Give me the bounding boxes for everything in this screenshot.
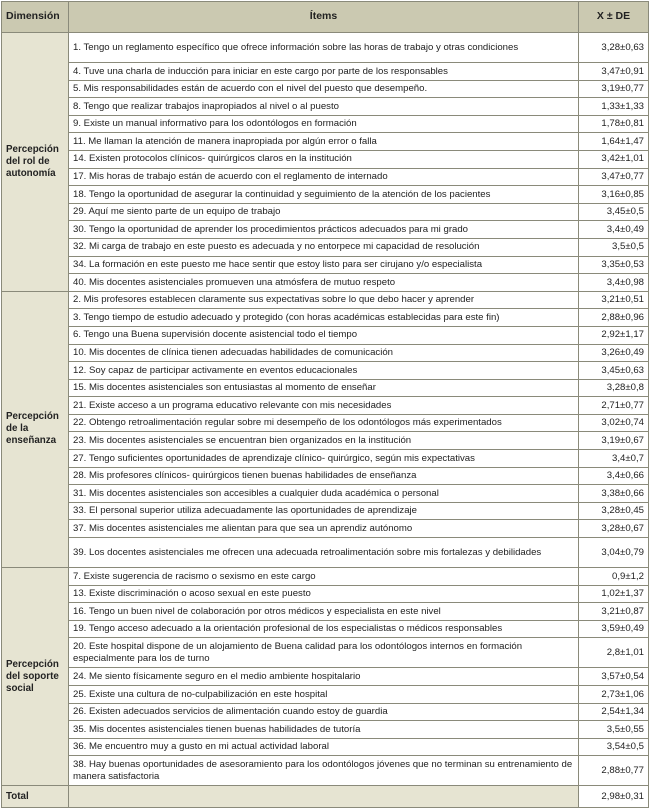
- table-row: [2, 133, 649, 151]
- item-value: 2,54±1,34: [579, 703, 649, 721]
- table-row: [2, 703, 649, 721]
- item-value: 3,04±0,79: [579, 538, 649, 568]
- item-text: 13. Existe discriminación o acoso sexual en este puesto: [69, 585, 579, 603]
- table-row: [2, 414, 649, 432]
- item-text: 34. La formación en este puesto me hace sentir que estoy listo para ser cirujano y/o especialista: [69, 256, 579, 274]
- item-text: 11. Me llaman la atención de manera inapropiada por algún error o falla: [69, 133, 579, 151]
- header-row: [2, 2, 649, 33]
- item-value: 3,28±0,63: [579, 33, 649, 63]
- item-value: 3,19±0,77: [579, 80, 649, 98]
- item-text: 38. Hay buenas oportunidades de asesoramiento para los odontólogos jóvenes que no terminan su entrenamiento de manera satisfactoria: [69, 756, 579, 786]
- item-text: 25. Existe una cultura de no-culpabilización en este hospital: [69, 686, 579, 704]
- header-dimension: Dimensión: [2, 2, 69, 33]
- item-text: 39. Los docentes asistenciales me ofrecen una adecuada retroalimentación sobre mis fortalezas y debilidades: [69, 538, 579, 568]
- table-row: [2, 203, 649, 221]
- item-text: 24. Me siento físicamente seguro en el medio ambiente hospitalario: [69, 668, 579, 686]
- item-text: 20. Este hospital dispone de un alojamiento de Buena calidad para los odontólogos internos en formación especialmente para los de turno: [69, 638, 579, 668]
- item-text: 23. Mis docentes asistenciales se encuentran bien organizados en la institución: [69, 432, 579, 450]
- item-text: 29. Aquí me siento parte de un equipo de trabajo: [69, 203, 579, 221]
- header-items: Ítems: [69, 2, 579, 33]
- item-text: 40. Mis docentes asistenciales promueven una atmósfera de mutuo respeto: [69, 274, 579, 292]
- item-value: 3,28±0,67: [579, 520, 649, 538]
- table-row: [2, 432, 649, 450]
- item-text: 6. Tengo una Buena supervisión docente asistencial todo el tiempo: [69, 326, 579, 344]
- table-row: [2, 221, 649, 239]
- table-row: [2, 344, 649, 362]
- table-row: [2, 502, 649, 520]
- table-row: [2, 585, 649, 603]
- survey-results-table: [1, 1, 649, 808]
- item-text: 3. Tengo tiempo de estudio adecuado y protegido (con horas académicas establecidas para este fin): [69, 309, 579, 327]
- item-value: 3,26±0,49: [579, 344, 649, 362]
- item-value: 3,59±0,49: [579, 620, 649, 638]
- table-body: [2, 33, 649, 786]
- item-value: 3,38±0,66: [579, 485, 649, 503]
- item-text: 36. Me encuentro muy a gusto en mi actual actividad laboral: [69, 738, 579, 756]
- table-row: [2, 721, 649, 739]
- table-row: [2, 738, 649, 756]
- item-value: 3,21±0,51: [579, 291, 649, 309]
- item-value: 3,5±0,5: [579, 238, 649, 256]
- table-row: [2, 756, 649, 786]
- item-text: 22. Obtengo retroalimentación regular sobre mi desempeño de los odontólogos más experimentados: [69, 414, 579, 432]
- header-stat: X ± DE: [579, 2, 649, 33]
- item-value: 2,92±1,17: [579, 326, 649, 344]
- table-row: [2, 309, 649, 327]
- table-row: [2, 33, 649, 63]
- item-text: 19. Tengo acceso adecuado a la orientación profesional de los especialistas o médicos responsables: [69, 620, 579, 638]
- item-value: 2,88±0,96: [579, 309, 649, 327]
- table-row: [2, 538, 649, 568]
- item-value: 3,4±0,7: [579, 450, 649, 468]
- table-row: [2, 115, 649, 133]
- item-text: 7. Existe sugerencia de racismo o sexismo en este cargo: [69, 568, 579, 586]
- item-value: 2,8±1,01: [579, 638, 649, 668]
- table-row: [2, 168, 649, 186]
- table-row: [2, 603, 649, 621]
- item-text: 32. Mi carga de trabajo en este puesto es adecuada y no entorpece mi capacidad de resolución: [69, 238, 579, 256]
- table-row: [2, 485, 649, 503]
- item-value: 3,5±0,55: [579, 721, 649, 739]
- item-value: 2,88±0,77: [579, 756, 649, 786]
- table-row: [2, 467, 649, 485]
- item-text: 26. Existen adecuados servicios de alimentación cuando estoy de guardia: [69, 703, 579, 721]
- item-value: 1,02±1,37: [579, 585, 649, 603]
- table-row: [2, 274, 649, 292]
- table-row: [2, 98, 649, 116]
- item-text: 27. Tengo suficientes oportunidades de aprendizaje clínico- quirúrgico, según mis expectativas: [69, 450, 579, 468]
- total-empty-cell: [69, 786, 579, 808]
- table-row: [2, 450, 649, 468]
- table-row: [2, 291, 649, 309]
- table-row: [2, 638, 649, 668]
- item-value: 1,78±0,81: [579, 115, 649, 133]
- item-value: 3,42±1,01: [579, 150, 649, 168]
- dimension-label: Percepción del soporte social: [2, 568, 69, 786]
- table-row: [2, 326, 649, 344]
- item-value: 2,71±0,77: [579, 397, 649, 415]
- item-value: 3,4±0,98: [579, 274, 649, 292]
- item-value: 3,4±0,66: [579, 467, 649, 485]
- item-text: 28. Mis profesores clínicos- quirúrgicos tienen buenas habilidades de enseñanza: [69, 467, 579, 485]
- table-row: [2, 362, 649, 380]
- total-value: 2,98±0,31: [579, 786, 649, 808]
- item-value: 3,21±0,87: [579, 603, 649, 621]
- item-text: 21. Existe acceso a un programa educativo relevante con mis necesidades: [69, 397, 579, 415]
- item-value: 3,47±0,77: [579, 168, 649, 186]
- item-text: 4. Tuve una charla de inducción para iniciar en este cargo por parte de los responsables: [69, 63, 579, 81]
- item-value: 1,64±1,47: [579, 133, 649, 151]
- item-text: 10. Mis docentes de clínica tienen adecuadas habilidades de comunicación: [69, 344, 579, 362]
- item-value: 3,57±0,54: [579, 668, 649, 686]
- item-value: 3,35±0,53: [579, 256, 649, 274]
- table-row: [2, 397, 649, 415]
- item-value: 3,54±0,5: [579, 738, 649, 756]
- table-row: [2, 379, 649, 397]
- table-row: [2, 568, 649, 586]
- item-value: 3,47±0,91: [579, 63, 649, 81]
- total-row: [2, 786, 649, 808]
- item-text: 18. Tengo la oportunidad de asegurar la continuidad y seguimiento de la atención de los pacientes: [69, 186, 579, 204]
- table-row: [2, 80, 649, 98]
- table-row: [2, 238, 649, 256]
- item-value: 3,28±0,8: [579, 379, 649, 397]
- table-row: [2, 186, 649, 204]
- item-text: 5. Mis responsabilidades están de acuerdo con el nivel del puesto que desempeño.: [69, 80, 579, 98]
- table-row: [2, 620, 649, 638]
- table-row: [2, 686, 649, 704]
- item-text: 8. Tengo que realizar trabajos inapropiados al nivel o al puesto: [69, 98, 579, 116]
- dimension-label: Percepción del rol de autonomía: [2, 33, 69, 292]
- item-text: 16. Tengo un buen nivel de colaboración por otros médicos y especialista en este nivel: [69, 603, 579, 621]
- table-row: [2, 520, 649, 538]
- item-text: 9. Existe un manual informativo para los odontólogos en formación: [69, 115, 579, 133]
- table-row: [2, 150, 649, 168]
- item-text: 17. Mis horas de trabajo están de acuerdo con el reglamento de internado: [69, 168, 579, 186]
- item-value: 3,4±0,49: [579, 221, 649, 239]
- dimension-label: Percepción de la enseñanza: [2, 291, 69, 567]
- item-value: 3,45±0,5: [579, 203, 649, 221]
- item-text: 33. El personal superior utiliza adecuadamente las oportunidades de aprendizaje: [69, 502, 579, 520]
- item-value: 2,73±1,06: [579, 686, 649, 704]
- item-value: 3,19±0,67: [579, 432, 649, 450]
- item-text: 15. Mis docentes asistenciales son entusiastas al momento de enseñar: [69, 379, 579, 397]
- item-text: 31. Mis docentes asistenciales son accesibles a cualquier duda académica o personal: [69, 485, 579, 503]
- item-value: 3,28±0,45: [579, 502, 649, 520]
- item-value: 3,45±0,63: [579, 362, 649, 380]
- item-text: 14. Existen protocolos clínicos- quirúrgicos claros en la institución: [69, 150, 579, 168]
- table-row: [2, 668, 649, 686]
- item-value: 0,9±1,2: [579, 568, 649, 586]
- table-row: [2, 63, 649, 81]
- item-value: 3,02±0,74: [579, 414, 649, 432]
- table-row: [2, 256, 649, 274]
- item-text: 1. Tengo un reglamento específico que ofrece información sobre las horas de trabajo y otras condiciones: [69, 33, 579, 63]
- item-value: 1,33±1,33: [579, 98, 649, 116]
- item-text: 12. Soy capaz de participar activamente en eventos educacionales: [69, 362, 579, 380]
- item-text: 35. Mis docentes asistenciales tienen buenas habilidades de tutoría: [69, 721, 579, 739]
- item-text: 37. Mis docentes asistenciales me alientan para que sea un aprendiz autónomo: [69, 520, 579, 538]
- item-text: 2. Mis profesores establecen claramente sus expectativas sobre lo que debo hacer y aprender: [69, 291, 579, 309]
- item-value: 3,16±0,85: [579, 186, 649, 204]
- item-text: 30. Tengo la oportunidad de aprender los procedimientos prácticos adecuados para mi grado: [69, 221, 579, 239]
- total-label: Total: [2, 786, 69, 808]
